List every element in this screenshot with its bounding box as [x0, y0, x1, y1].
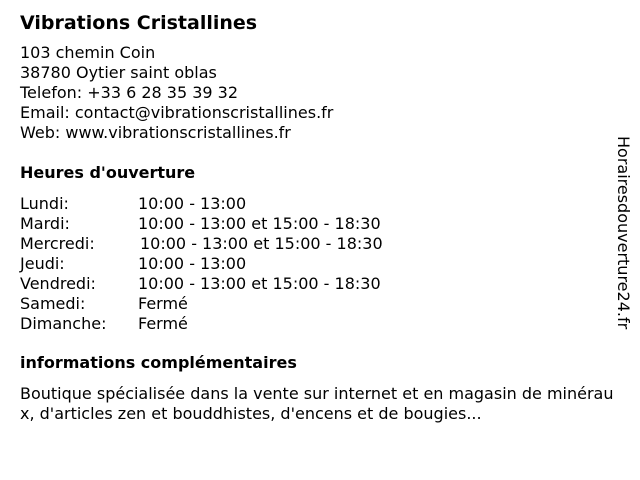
- time-value: 10:00 - 13:00: [138, 254, 247, 273]
- opening-hours-heading: Heures d'ouverture: [20, 163, 196, 182]
- time-value: Fermé: [138, 294, 188, 313]
- business-name: Vibrations Cristallines: [20, 12, 258, 34]
- hours-row-friday: [20, 274, 440, 294]
- hours-row-thursday: [20, 254, 440, 274]
- hours-row-tuesday: [20, 214, 440, 234]
- web-line: Web: www.vibrationscristallines.fr: [20, 123, 291, 142]
- additional-info-text: Boutique spécialisée dans la vente sur internet et en magasin de minéraux, d'articles zen et bouddhistes, d'encens et de bougies...: [20, 384, 614, 423]
- contact-block: [20, 43, 333, 143]
- phone-line: Telefon: +33 6 28 35 39 32: [20, 83, 239, 102]
- day-label: Lundi:: [20, 194, 69, 213]
- time-value: 10:00 - 13:00: [138, 194, 247, 213]
- day-label: Mercredi:: [20, 234, 95, 253]
- time-value: 10:00 - 13:00 et 15:00 - 18:30: [140, 234, 383, 253]
- hours-row-wednesday: [20, 234, 440, 254]
- hours-row-saturday: [20, 294, 440, 314]
- opening-hours-table: [20, 194, 440, 334]
- watermark-text: Horairesdouverture24.fr: [614, 136, 633, 330]
- day-label: Vendredi:: [20, 274, 96, 293]
- time-value: Fermé: [138, 314, 188, 333]
- day-label: Dimanche:: [20, 314, 107, 333]
- day-label: Samedi:: [20, 294, 86, 313]
- day-label: Jeudi:: [20, 254, 65, 273]
- hours-row-sunday: [20, 314, 440, 334]
- site-watermark: [611, 136, 635, 372]
- hours-row-monday: [20, 194, 440, 214]
- time-value: 10:00 - 13:00 et 15:00 - 18:30: [138, 274, 381, 293]
- address-street: 103 chemin Coin: [20, 43, 156, 62]
- day-label: Mardi:: [20, 214, 70, 233]
- additional-info-heading: informations complémentaires: [20, 353, 297, 372]
- email-line: Email: contact@vibrationscristallines.fr: [20, 103, 334, 122]
- address-city: 38780 Oytier saint oblas: [20, 63, 217, 82]
- time-value: 10:00 - 13:00 et 15:00 - 18:30: [138, 214, 381, 233]
